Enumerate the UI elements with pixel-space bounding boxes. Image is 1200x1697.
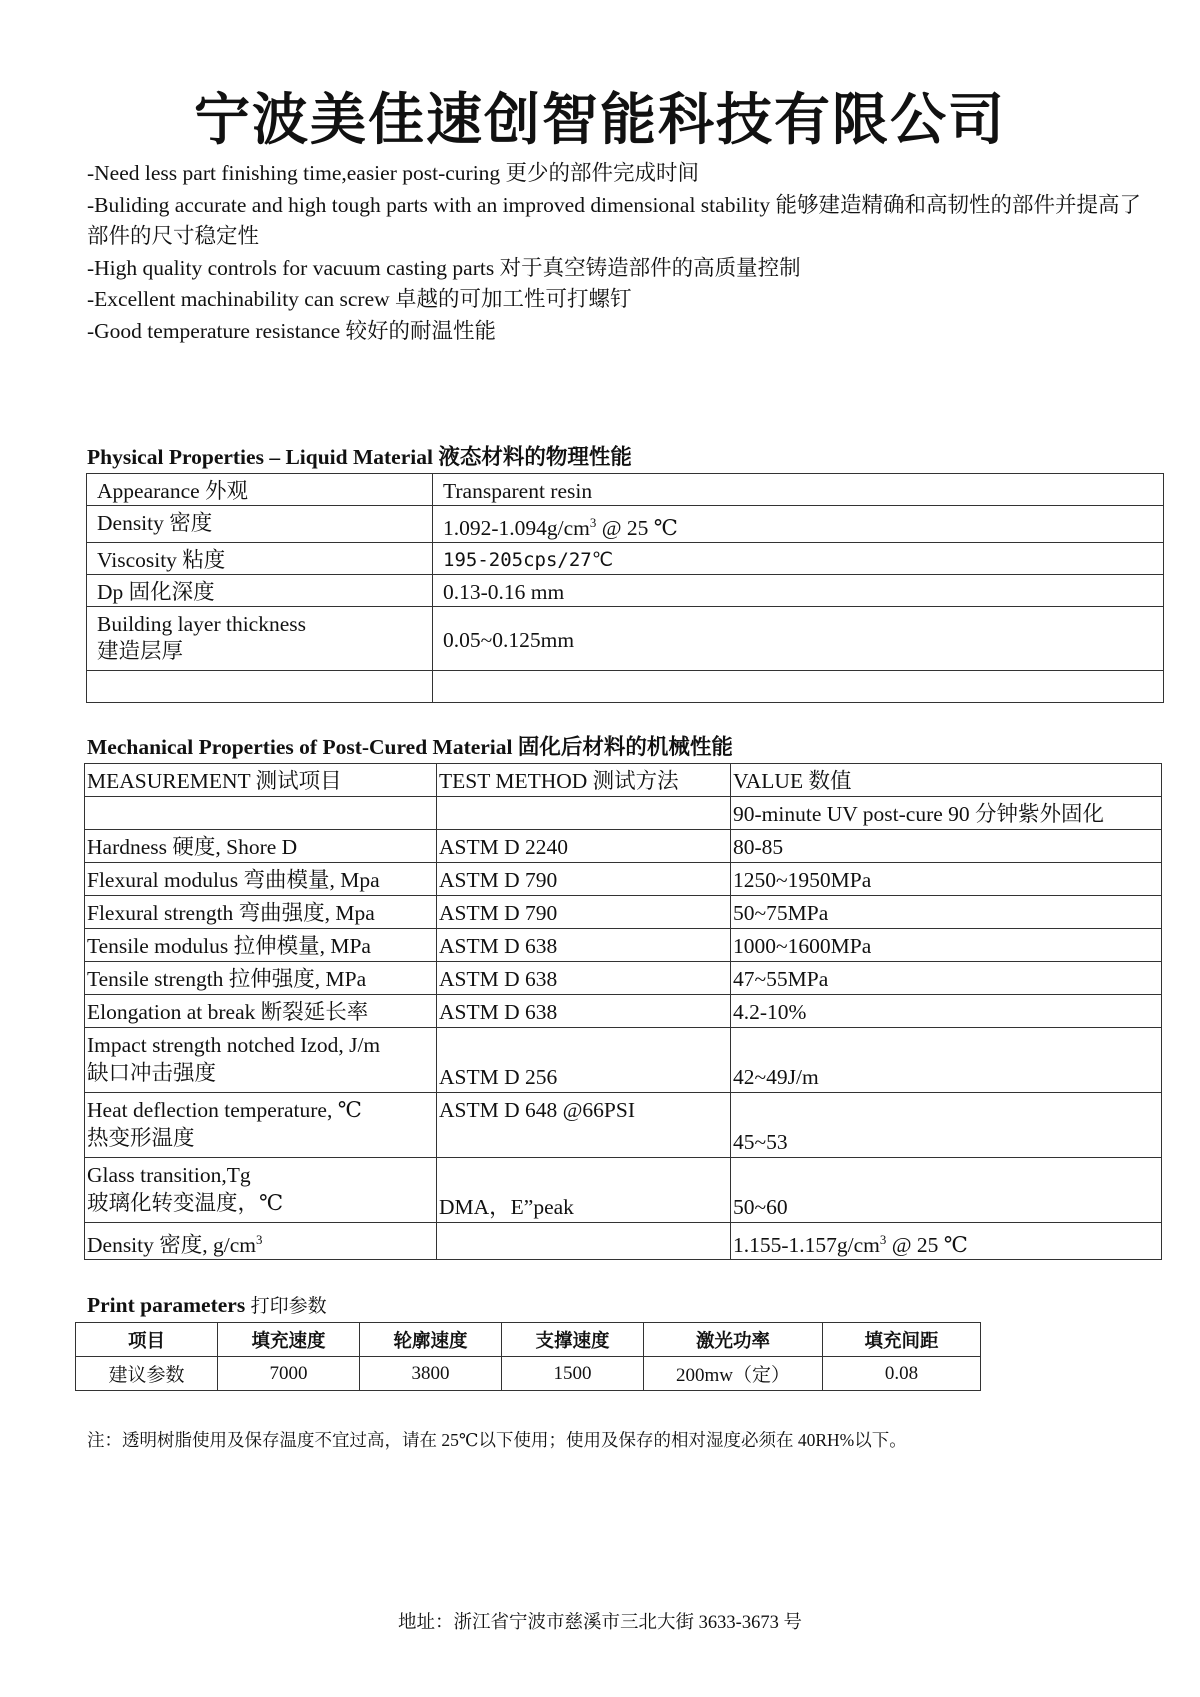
method-cell: ASTM D 256 xyxy=(437,1028,731,1093)
value-text: @ 25 ℃ xyxy=(886,1233,968,1258)
feature-list xyxy=(87,158,1147,347)
table-row xyxy=(85,1223,1162,1260)
measurement-line: Heat deflection temperature, ℃ xyxy=(87,1098,362,1122)
superscript: 3 xyxy=(589,516,597,530)
print-parameters-table xyxy=(75,1322,981,1391)
property-label: Density 密度 xyxy=(87,506,433,543)
measurement-cell: Flexural strength 弯曲强度, Mpa xyxy=(85,896,437,929)
feature-item: -Excellent machinability can screw 卓越的可加工性可打螺钉 xyxy=(87,287,632,311)
value-cell: 50~60 xyxy=(731,1158,1162,1223)
measurement-line: Glass transition,Tg xyxy=(87,1163,251,1187)
measurement-line: 热变形温度 xyxy=(87,1126,195,1150)
value-text: 1.155-1.157g/cm xyxy=(733,1233,880,1258)
table-cell: 1500 xyxy=(502,1357,644,1391)
company-address: 地址：浙江省宁波市慈溪市三北大街 3633-3673 号 xyxy=(398,1613,802,1633)
measurement-cell xyxy=(85,1223,437,1260)
value-cell: 80-85 xyxy=(731,830,1162,863)
superscript: 3 xyxy=(256,1233,263,1247)
column-header: VALUE 数值 xyxy=(731,764,1162,797)
value-cell: 50~75MPa xyxy=(731,896,1162,929)
table-row xyxy=(85,1158,1162,1223)
column-header: MEASUREMENT 测试项目 xyxy=(85,764,437,797)
method-cell: ASTM D 638 xyxy=(437,929,731,962)
method-cell: DMA，E”peak xyxy=(437,1158,731,1223)
column-header: 激光功率 xyxy=(644,1323,823,1357)
property-label: Dp 固化深度 xyxy=(87,575,433,607)
table-cell: 3800 xyxy=(360,1357,502,1391)
table-row xyxy=(85,1093,1162,1158)
property-value xyxy=(433,506,1164,543)
physical-properties-table xyxy=(86,473,1164,703)
table-header-row xyxy=(76,1323,981,1357)
table-row xyxy=(85,962,1162,995)
empty-cell xyxy=(87,671,433,703)
column-header: 项目 xyxy=(76,1323,218,1357)
feature-item: -Buliding accurate and high tough parts with an improved dimensional stability 能够建造精确和高韧性的部件并提高了部件的尺寸稳定性 xyxy=(87,192,1141,248)
property-value: Transparent resin xyxy=(433,474,1164,506)
label-line: Building layer thickness xyxy=(97,612,306,637)
table-row xyxy=(85,995,1162,1028)
table-cell: 7000 xyxy=(218,1357,360,1391)
table-row xyxy=(76,1357,981,1391)
table-row xyxy=(87,543,1164,575)
measurement-cell xyxy=(85,1158,437,1223)
print-title-en: Print parameters xyxy=(87,1293,246,1317)
measurement-cell: Elongation at break 断裂延长率 xyxy=(85,995,437,1028)
measurement-cell xyxy=(85,1093,437,1158)
method-cell: ASTM D 638 xyxy=(437,995,731,1028)
measurement-cell xyxy=(85,1028,437,1093)
property-label: Appearance 外观 xyxy=(87,474,433,506)
value-cell: 1250~1950MPa xyxy=(731,863,1162,896)
page-title: 宁波美佳速创智能科技有限公司 xyxy=(194,88,1006,153)
property-label: Viscosity 粘度 xyxy=(87,543,433,575)
empty-cell xyxy=(85,797,437,830)
table-row xyxy=(85,797,1162,830)
property-value: 0.13-0.16 mm xyxy=(433,575,1164,607)
method-cell: ASTM D 2240 xyxy=(437,830,731,863)
table-row xyxy=(85,896,1162,929)
mechanical-properties-table xyxy=(84,763,1162,1260)
property-value: 195-205cps/27℃ xyxy=(433,543,1164,575)
table-cell: 200mw（定） xyxy=(644,1357,823,1391)
value-cell: 45~53 xyxy=(731,1093,1162,1158)
table-cell: 建议参数 xyxy=(76,1357,218,1391)
value-cell: 4.2-10% xyxy=(731,995,1162,1028)
column-header: 轮廓速度 xyxy=(360,1323,502,1357)
column-header: 支撑速度 xyxy=(502,1323,644,1357)
table-header-row xyxy=(85,764,1162,797)
feature-item: -Need less part finishing time,easier post-curing 更少的部件完成时间 xyxy=(87,161,700,185)
property-label xyxy=(87,607,433,671)
feature-item: -Good temperature resistance 较好的耐温性能 xyxy=(87,318,496,343)
value-cell: 1000~1600MPa xyxy=(731,929,1162,962)
table-row xyxy=(85,830,1162,863)
label-line: 建造层厚 xyxy=(97,639,184,664)
measurement-cell: Hardness 硬度, Shore D xyxy=(85,830,437,863)
table-row xyxy=(85,863,1162,896)
table-row xyxy=(85,1028,1162,1093)
measurement-line: Impact strength notched Izod, J/m xyxy=(87,1033,381,1057)
measurement-text: Density 密度, g/cm xyxy=(87,1233,256,1258)
mechanical-section-title: Mechanical Properties of Post-Cured Material 固化后材料的机械性能 xyxy=(87,735,733,759)
table-row xyxy=(87,575,1164,607)
table-cell: 0.08 xyxy=(823,1357,981,1391)
empty-cell xyxy=(437,797,731,830)
measurement-line: 玻璃化转变温度，℃ xyxy=(87,1191,284,1215)
physical-section-title: Physical Properties – Liquid Material 液态材料的物理性能 xyxy=(87,445,632,469)
value-cell: 47~55MPa xyxy=(731,962,1162,995)
column-header: 填充速度 xyxy=(218,1323,360,1357)
measurement-line: 缺口冲击强度 xyxy=(87,1061,217,1085)
method-cell: ASTM D 790 xyxy=(437,896,731,929)
column-header: 填充间距 xyxy=(823,1323,981,1357)
column-header: TEST METHOD 测试方法 xyxy=(437,764,731,797)
feature-item: -High quality controls for vacuum casting parts 对于真空铸造部件的高质量控制 xyxy=(87,255,801,280)
value-cell xyxy=(731,1223,1162,1260)
table-row xyxy=(85,929,1162,962)
method-cell xyxy=(437,1223,731,1260)
table-row-empty xyxy=(87,671,1164,703)
table-row xyxy=(87,474,1164,506)
measurement-cell: Tensile modulus 拉伸模量, MPa xyxy=(85,929,437,962)
superscript: 3 xyxy=(879,1233,887,1247)
measurement-cell: Tensile strength 拉伸强度, MPa xyxy=(85,962,437,995)
value-cell: 42~49J/m xyxy=(731,1028,1162,1093)
usage-note: 注：透明树脂使用及保存温度不宜过高，请在 25℃以下使用；使用及保存的相对湿度必须在 40RH%以下。 xyxy=(87,1430,907,1450)
table-row xyxy=(87,506,1164,543)
value-subheader: 90-minute UV post-cure 90 分钟紫外固化 xyxy=(731,797,1162,830)
print-parameters-title xyxy=(87,1291,327,1320)
value-text: 1.092-1.094g/cm xyxy=(443,516,590,541)
value-text: @ 25 ℃ xyxy=(596,516,678,541)
measurement-cell: Flexural modulus 弯曲模量, Mpa xyxy=(85,863,437,896)
method-cell: ASTM D 790 xyxy=(437,863,731,896)
print-title-cn: 打印参数 xyxy=(250,1295,327,1317)
method-cell: ASTM D 648 @66PSI xyxy=(437,1093,731,1158)
empty-cell xyxy=(433,671,1164,703)
method-cell: ASTM D 638 xyxy=(437,962,731,995)
property-value: 0.05~0.125mm xyxy=(433,607,1164,671)
table-row xyxy=(87,607,1164,671)
